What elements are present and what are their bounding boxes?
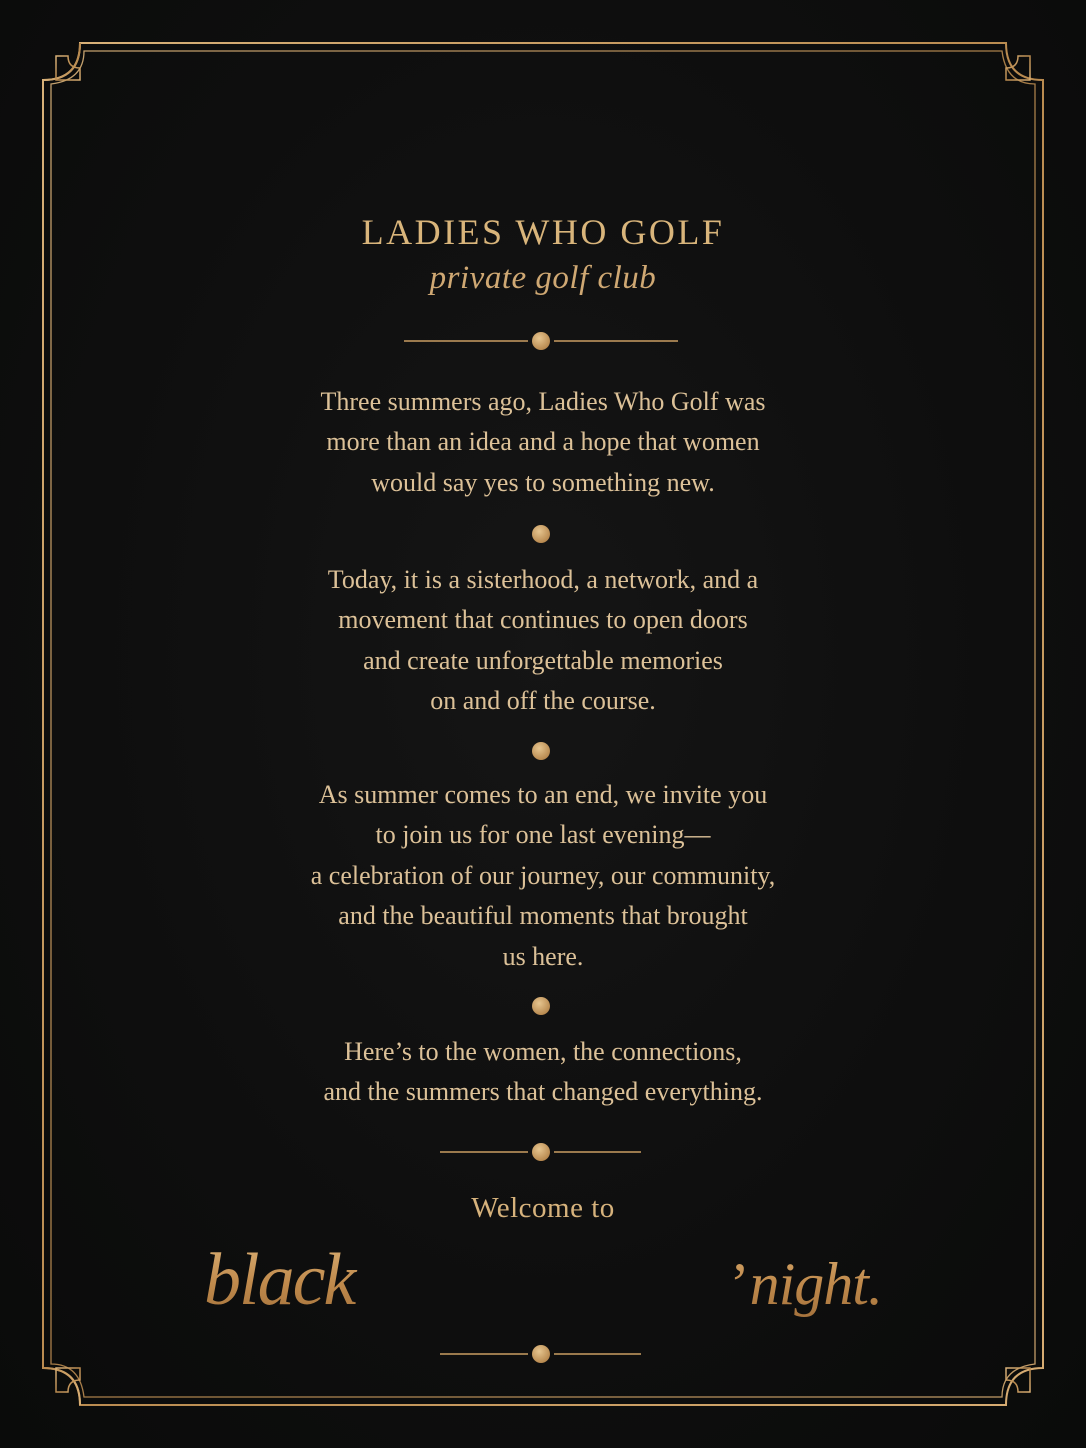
paragraph-1: Three summers ago, Ladies Who Golf was more than an idea and a hope that women would say yes to something new. <box>320 387 766 497</box>
event-title-apostrophe: ’ <box>729 1251 750 1317</box>
divider-top <box>404 332 678 350</box>
paragraph-3: As summer comes to an end, we invite you to join us for one last evening— a celebration of our journey, our community, and the beautiful moments that brought us here. <box>310 780 776 971</box>
event-title-word-summers: SUMMERS <box>385 1234 704 1322</box>
event-title <box>0 1228 1086 1328</box>
event-title-word-black: black <box>204 1239 355 1321</box>
corner-ornament-top-right <box>1006 56 1030 80</box>
brand-tagline: private golf club <box>429 260 657 296</box>
divider-bottom <box>440 1345 641 1363</box>
separator-dot-3 <box>532 997 550 1015</box>
divider-middle <box>440 1143 641 1161</box>
corner-ornament-top-left <box>56 56 80 80</box>
paragraph-4: Here’s to the women, the connections, and the summers that changed everything. <box>323 1037 763 1107</box>
separator-dot-1 <box>532 525 550 543</box>
corner-ornament-bottom-left <box>56 1368 80 1392</box>
brand-title: LADIES WHO GOLF <box>361 212 725 252</box>
event-title-word-night: night. <box>749 1251 882 1317</box>
welcome-text: Welcome to <box>471 1192 615 1224</box>
paragraph-2: Today, it is a sisterhood, a network, and a movement that continues to open doors and create unforgettable memories on and off the course. <box>327 565 759 716</box>
separator-dot-2 <box>532 742 550 760</box>
corner-ornament-bottom-right <box>1006 1368 1030 1392</box>
